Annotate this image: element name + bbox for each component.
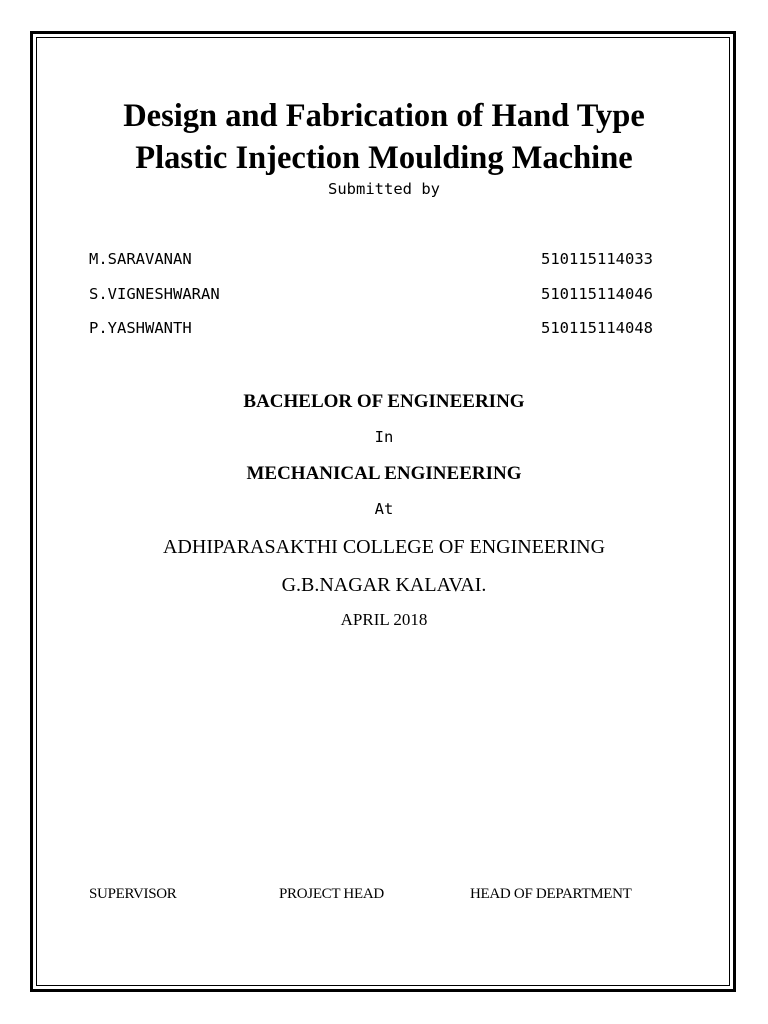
student-name: S.VIGNESHWARAN bbox=[89, 285, 220, 303]
student-row bbox=[89, 250, 653, 272]
student-reg-no: 510115114046 bbox=[541, 285, 653, 303]
student-name: P.YASHWANTH bbox=[89, 319, 192, 337]
student-name: M.SARAVANAN bbox=[89, 250, 192, 268]
project-title bbox=[40, 95, 728, 179]
student-reg-no: 510115114048 bbox=[541, 319, 653, 337]
title-line-2: Plastic Injection Moulding Machine bbox=[135, 140, 633, 176]
student-row bbox=[89, 319, 653, 341]
title-line-1: Design and Fabrication of Hand Type bbox=[123, 98, 645, 134]
branch-title: MECHANICAL ENGINEERING bbox=[246, 463, 522, 484]
college-name: ADHIPARASAKTHI COLLEGE OF ENGINEERING bbox=[162, 536, 606, 558]
student-row bbox=[89, 285, 653, 307]
submitted-by-label: Submitted by bbox=[328, 180, 440, 198]
at-label: At bbox=[374, 500, 394, 518]
signature-project-head: PROJECT HEAD bbox=[279, 886, 384, 902]
degree-title: BACHELOR OF ENGINEERING bbox=[243, 391, 525, 412]
signature-head-of-department: HEAD OF DEPARTMENT bbox=[470, 886, 632, 902]
student-reg-no: 510115114033 bbox=[541, 250, 653, 268]
submission-date: APRIL 2018 bbox=[340, 610, 428, 629]
signature-supervisor: SUPERVISOR bbox=[89, 886, 177, 902]
in-label: In bbox=[374, 428, 394, 446]
college-location: G.B.NAGAR KALAVAI. bbox=[281, 574, 487, 596]
